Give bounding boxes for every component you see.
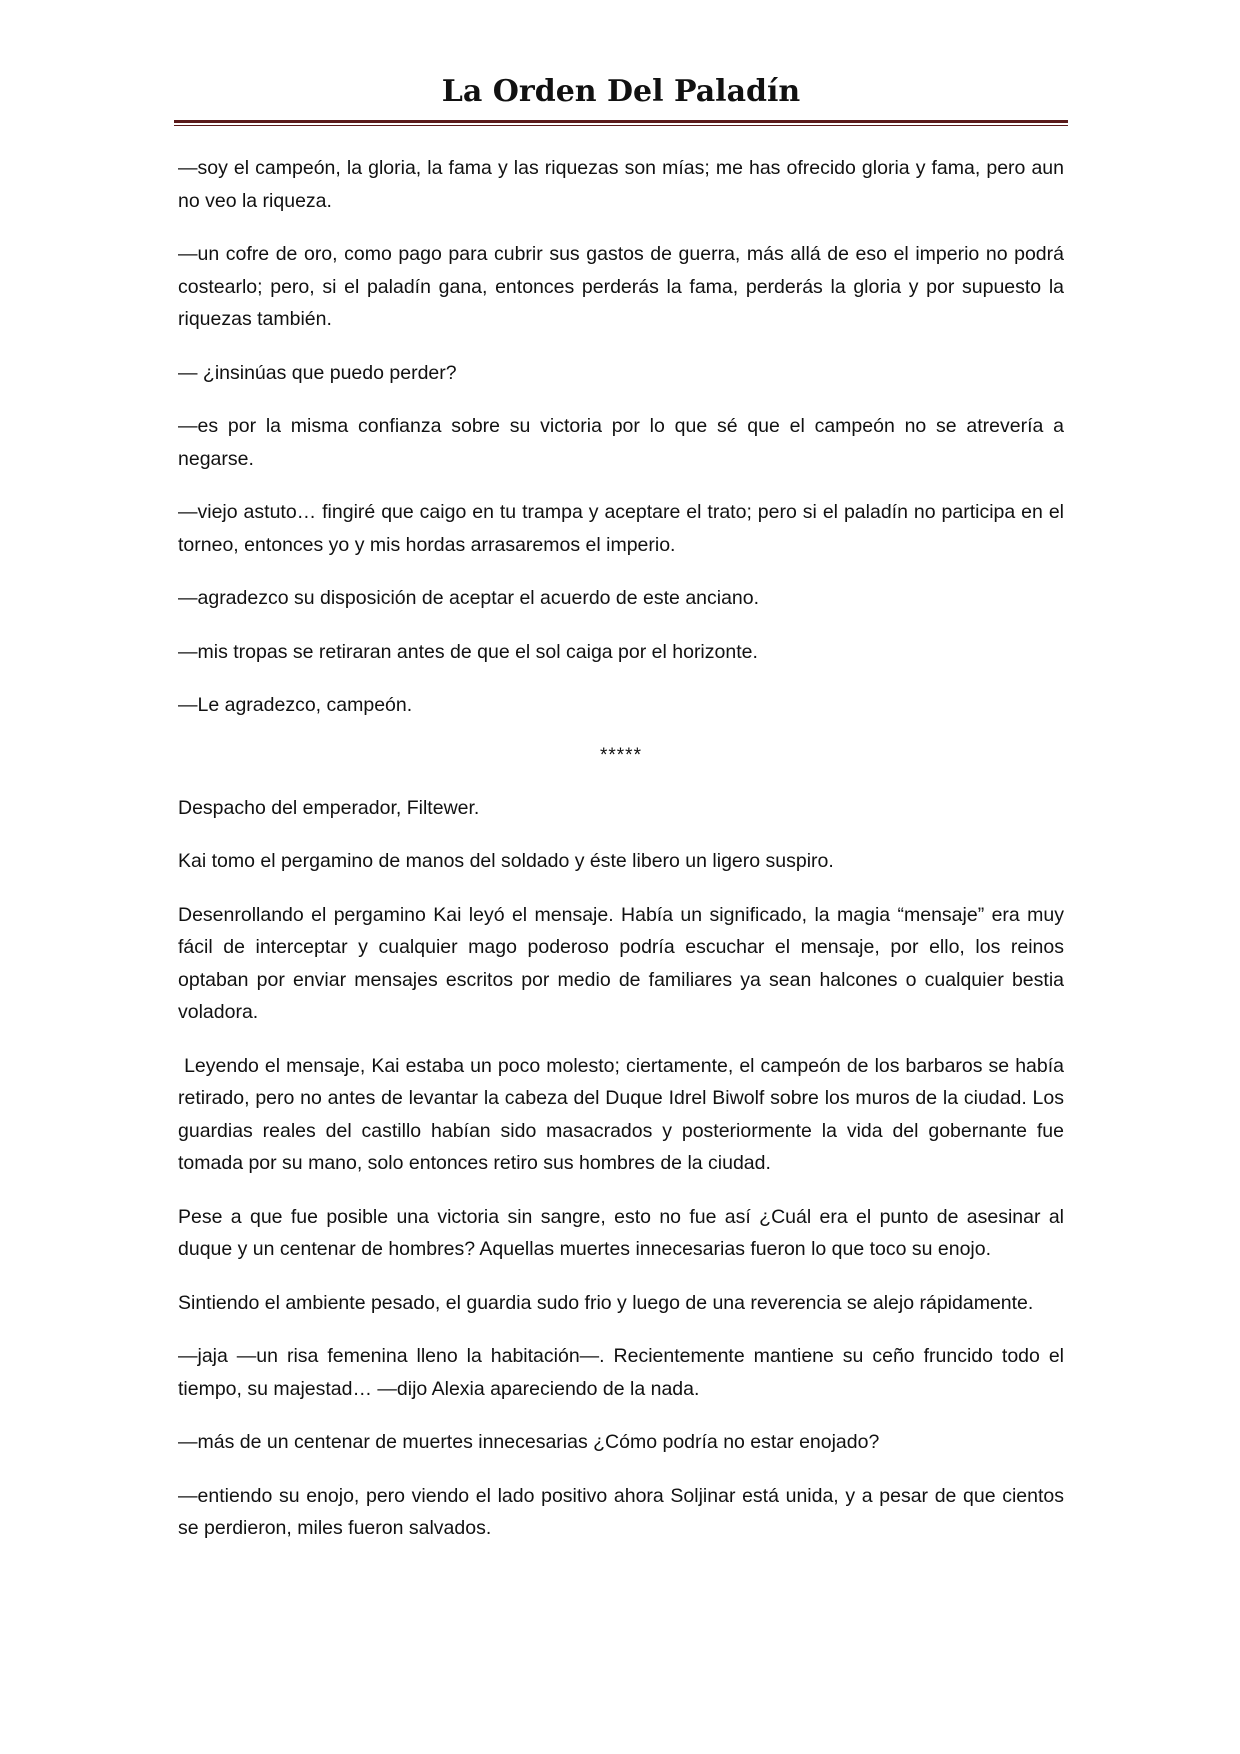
paragraph: Sintiendo el ambiente pesado, el guardia sudo frio y luego de una reverencia se alejo rápidamente.: [178, 1291, 1034, 1314]
paragraph: —más de un centenar de muertes innecesarias ¿Cómo podría no estar enojado?: [178, 1431, 880, 1453]
page-header: [174, 70, 1068, 126]
page-title: La Orden Del Paladín: [441, 74, 801, 109]
paragraph: —viejo astuto… fingiré que caigo en tu trampa y aceptare el trato; pero si el paladín no participa en el torneo, entonces yo y mis hordas arrasaremos el imperio.: [178, 501, 1064, 556]
paragraph: —jaja —un risa femenina lleno la habitación—. Recientemente mantiene su ceño fruncido todo el tiempo, su majestad… —dijo Alexia apareciendo de la nada.: [178, 1345, 1064, 1400]
paragraph: —Le agradezco, campeón.: [178, 694, 413, 716]
paragraph: —soy el campeón, la gloria, la fama y las riquezas son mías; me has ofrecido gloria y fama, pero aun no veo la riqueza.: [178, 157, 1064, 212]
paragraph: — ¿insinúas que puedo perder?: [178, 361, 457, 384]
paragraph: —agradezco su disposición de aceptar el acuerdo de este anciano.: [178, 587, 760, 609]
paragraph: Desenrollando el pergamino Kai leyó el mensaje. Había un significado, la magia “mensaje” era muy fácil de interceptar y cualquier mago poderoso podría escuchar el mensaje, por ello, los reinos optaban por enviar mensajes escritos por medio de familiares ya sean halcones o cualquier bestia voladora.: [178, 903, 1064, 1023]
paragraph: —es por la misma confianza sobre su victoria por lo que sé que el campeón no se atrevería a negarse.: [178, 415, 1064, 470]
paragraph: —un cofre de oro, como pago para cubrir sus gastos de guerra, más allá de eso el imperio no podrá costearlo; pero, si el paladín gana, entonces perderás la fama, perderás la gloria y por supuesto la riquezas también.: [178, 243, 1064, 330]
paragraph: —mis tropas se retiraran antes de que el sol caiga por el horizonte.: [178, 640, 758, 663]
header-rule: [174, 120, 1068, 126]
paragraph: —entiendo su enojo, pero viendo el lado positivo ahora Soljinar está unida, y a pesar de que cientos se perdieron, miles fueron salvados.: [178, 1484, 1064, 1539]
paragraph: Kai tomo el pergamino de manos del soldado y éste libero un ligero suspiro.: [178, 850, 834, 872]
paragraph: Pese a que fue posible una victoria sin sangre, esto no fue así ¿Cuál era el punto de asesinar al duque y un centenar de hombres? Aquellas muertes innecesarias fueron lo que toco su enojo.: [178, 1205, 1064, 1260]
scene-separator: *****: [600, 744, 642, 766]
page-body: [178, 152, 1070, 1566]
paragraph: Leyendo el mensaje, Kai estaba un poco molesto; ciertamente, el campeón de los barbaros se había retirado, pero no antes de levantar la cabeza del Duque Idrel Biwolf sobre los muros de la ciudad. Los guardias reales del castillo habían sido masacrados y posteriormente la vida del gobernante fue tomada por su mano, solo entonces retiro sus hombres de la ciudad.: [178, 1054, 1070, 1174]
paragraph: Despacho del emperador, Filtewer.: [178, 796, 480, 819]
